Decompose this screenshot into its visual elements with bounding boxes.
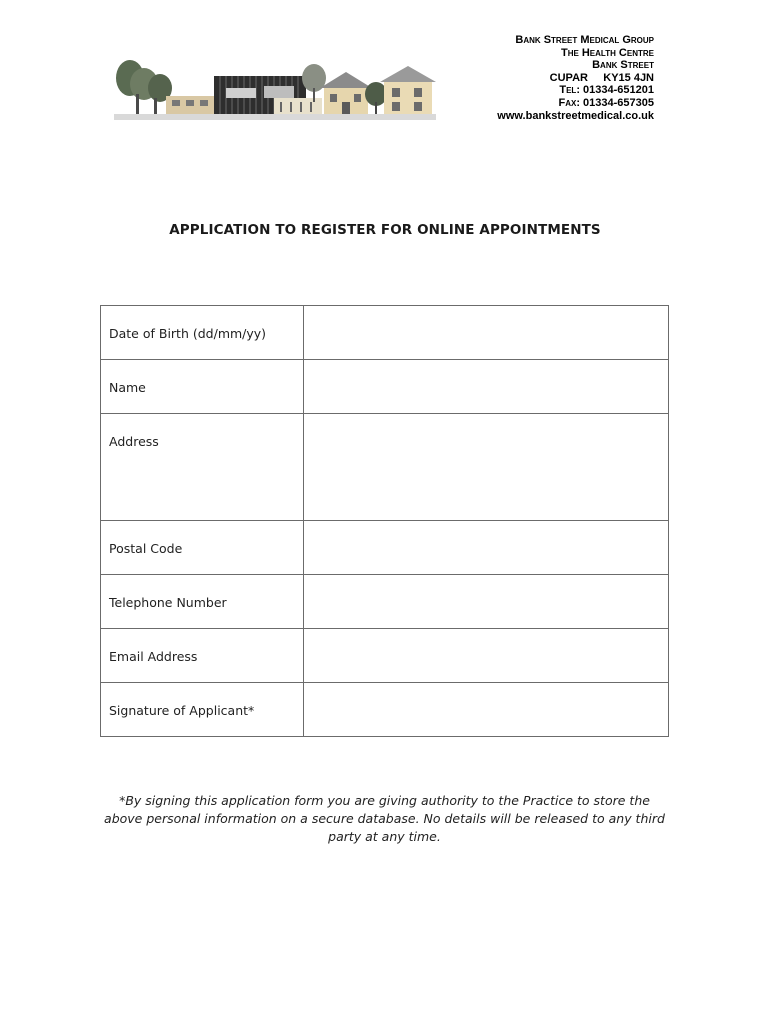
name-label: Name (109, 380, 146, 395)
practice-building: The Health Centre (560, 46, 654, 59)
date-of-birth-label: Date of Birth (dd/mm/yy) (109, 326, 267, 341)
form-row-address (101, 414, 669, 521)
date-of-birth-field[interactable] (304, 306, 669, 360)
signature-label: Signature of Applicant* (109, 703, 255, 718)
form-row-postal-code (101, 521, 669, 575)
practice-town-postcode: CUPAR KY15 4JN (549, 71, 654, 84)
form-row-telephone (101, 575, 669, 629)
practice-address (394, 34, 654, 122)
health-centre-illustration (114, 58, 436, 120)
registration-form-table (100, 305, 669, 737)
form-row-email (101, 629, 669, 683)
telephone-label: Telephone Number (109, 595, 227, 610)
email-field[interactable] (304, 629, 669, 683)
form-row-signature (101, 683, 669, 737)
practice-fax: Fax: 01334-657305 (558, 96, 654, 109)
practice-telephone: Tel: 01334-651201 (559, 84, 654, 97)
postal-code-label: Postal Code (109, 541, 183, 556)
consent-footnote: *By signing this application form you are giving authority to the Practice to store the above personal information on a secure database. No details will be released to any third party at any time. (104, 793, 665, 844)
name-field[interactable] (304, 360, 669, 414)
form-title: APPLICATION TO REGISTER FOR ONLINE APPOINTMENTS (169, 222, 601, 238)
practice-street: Bank Street (592, 59, 654, 72)
postal-code-field[interactable] (304, 521, 669, 575)
practice-website: www.bankstreetmedical.co.uk (497, 109, 654, 122)
practice-name: Bank Street Medical Group (515, 34, 654, 46)
form-row-date-of-birth (101, 306, 669, 360)
form-row-name (101, 360, 669, 414)
address-field[interactable] (304, 414, 669, 521)
email-label: Email Address (109, 649, 198, 664)
address-label: Address (109, 434, 159, 449)
signature-field[interactable] (304, 683, 669, 737)
telephone-field[interactable] (304, 575, 669, 629)
